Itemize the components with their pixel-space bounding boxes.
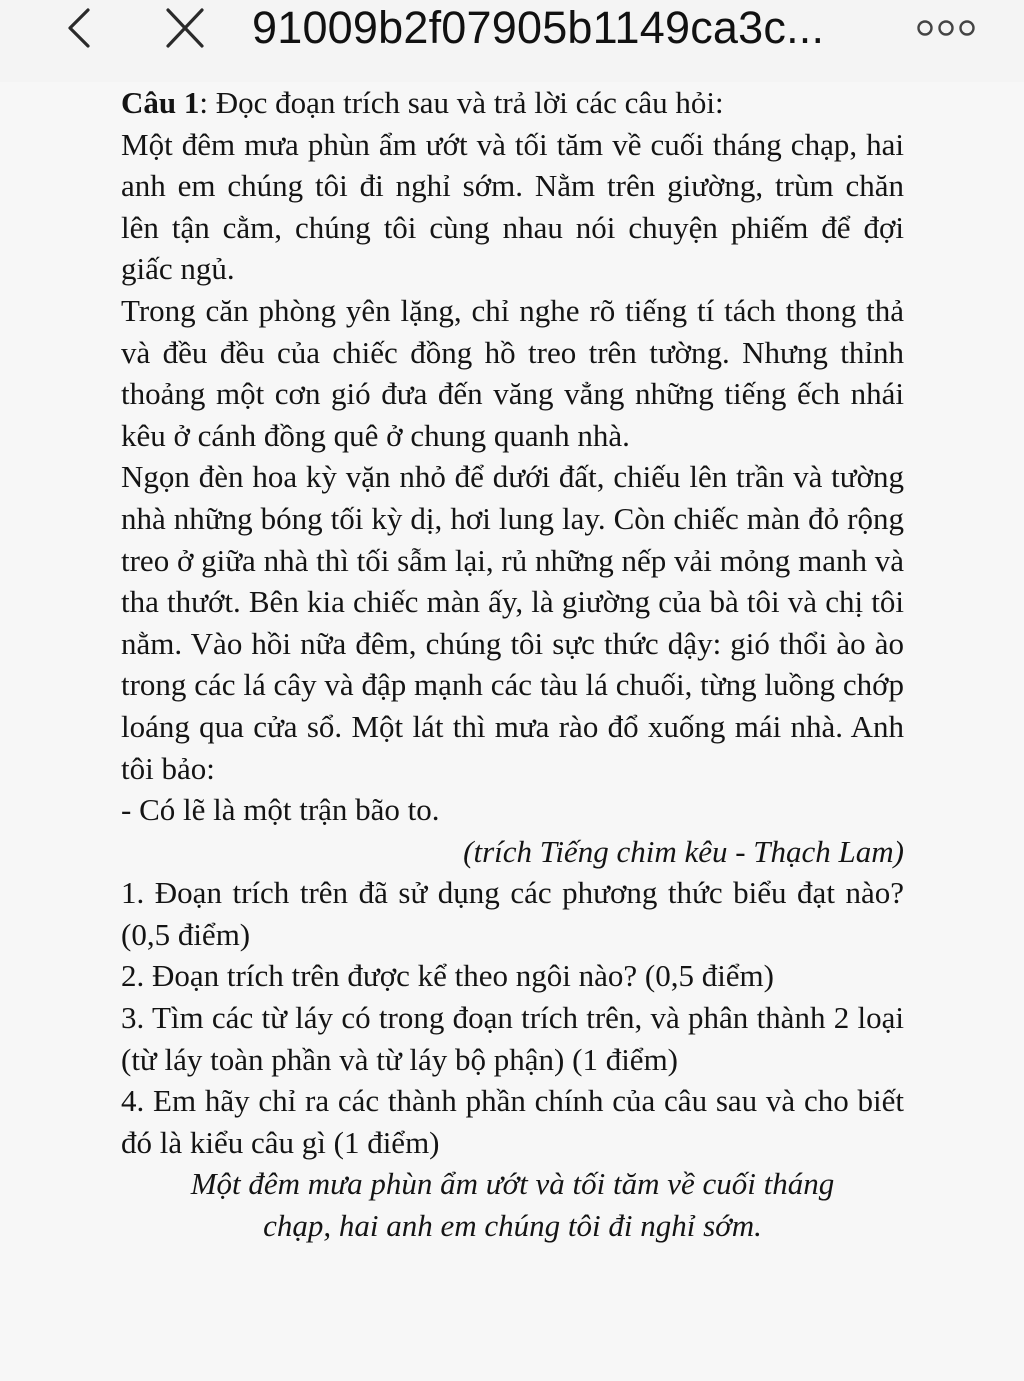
quoted-sentence-line-1: Một đêm mưa phùn ẩm ướt và tối tăm về cuối tháng xyxy=(190,1166,835,1202)
top-nav-bar xyxy=(0,0,1024,82)
question-item-2: 2. Đoạn trích trên được kể theo ngôi nào? (0,5 điểm) xyxy=(121,958,774,994)
file-title: 91009b2f07905b1149ca3c... xyxy=(252,2,825,53)
question-instruction: : Đọc đoạn trích sau và trả lời các câu hỏi: xyxy=(199,85,724,120)
question-item-4: 4. Em hãy chỉ ra các thành phần chính của câu sau và cho biết đó là kiểu câu gì (1 điểm) xyxy=(121,1083,904,1160)
question-item-1: 1. Đoạn trích trên đã sử dụng các phương thức biểu đạt nào? (0,5 điểm) xyxy=(121,875,904,952)
more-dots-icon[interactable] xyxy=(914,16,978,40)
passage-paragraph-2: Trong căn phòng yên lặng, chỉ nghe rõ tiếng tí tách thong thả và đều đều của chiếc đồng hồ treo trên tường. Nhưng thỉnh thoảng một cơn gió đưa đến văng vẳng những tiếng ếch nhái kêu ở cánh đồng quê ở chung quanh nhà. xyxy=(121,292,904,453)
passage-paragraph-3: Ngọn đèn hoa kỳ vặn nhỏ để dưới đất, chiếu lên trần và tường nhà những bóng tối kỳ dị, hơi lung lay. Còn chiếc màn đỏ rộng treo ở giữa nhà thì tối sẫm lại, rủ những nếp vải mỏng manh và tha thướt. Bên kia chiếc màn ấy, là giường của bà tôi và chị tôi nằm. Vào hồi nữa đêm, chúng tôi sực thức dậy: gió thổi ào ào trong các lá cây và đập mạnh các tàu lá chuối, từng luồng chớp loáng qua cửa sổ. Một lát thì mưa rào đổ xuống mái nhà. Anh tôi bảo: xyxy=(121,459,904,786)
question-item-3: 3. Tìm các từ láy có trong đoạn trích trên, và phân thành 2 loại (từ láy toàn phần và từ láy bộ phận) (1 điểm) xyxy=(121,1000,904,1077)
question-heading xyxy=(121,82,904,124)
chevron-left-icon[interactable] xyxy=(56,8,104,48)
passage-dialogue: - Có lẽ là một trận bão to. xyxy=(121,792,440,828)
quoted-sentence xyxy=(121,1163,904,1246)
passage-paragraph-1: Một đêm mưa phùn ẩm ướt và tối tăm về cuối tháng chạp, hai anh em chúng tôi đi nghỉ sớm. Nằm trên giường, trùm chăn lên tận cằm, chúng tôi cùng nhau nói chuyện phiếm để đợi giấc ngủ. xyxy=(121,126,904,287)
close-icon[interactable] xyxy=(160,6,210,50)
quoted-sentence-line-2: chạp, hai anh em chúng tôi đi nghỉ sớm. xyxy=(263,1208,762,1244)
passage-source: (trích Tiếng chim kêu - Thạch Lam) xyxy=(463,833,904,869)
question-label: Câu 1 xyxy=(121,85,200,120)
document-content xyxy=(121,82,904,1247)
